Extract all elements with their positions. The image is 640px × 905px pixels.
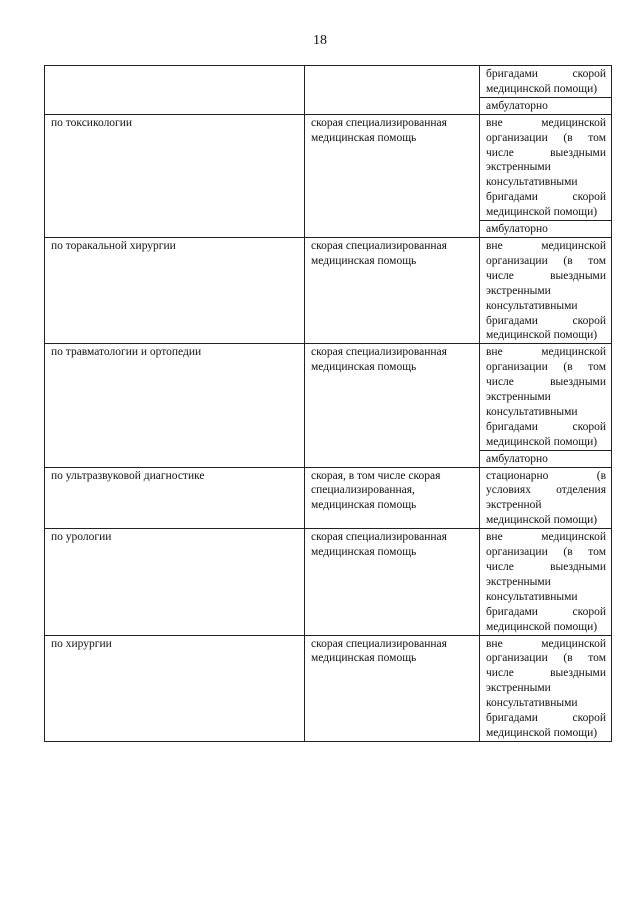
profile-cell: по травматологии и ортопедии [45, 344, 305, 467]
table-row [45, 344, 612, 450]
care-form-cell: скорая, в том числе скорая специализированная, медицинская помощь [305, 467, 480, 529]
care-form-cell: скорая специализированная медицинская помощь [305, 114, 480, 237]
table-row [45, 529, 612, 635]
profile-cell: по хирургии [45, 635, 305, 741]
care-form-cell [305, 66, 480, 115]
medical-care-table [44, 65, 612, 742]
table-row [45, 635, 612, 741]
page-number: 18 [313, 33, 327, 48]
condition-cell: вне медицинской организации (в том числе выездными экстренными консультативными бригадами скорой медицинской помощи) [480, 344, 612, 450]
table-row [45, 114, 612, 220]
profile-cell: по токсикологии [45, 114, 305, 237]
condition-cell: вне медицинской организации (в том числе выездными экстренными консультативными бригадами скорой медицинской помощи) [480, 114, 612, 220]
condition-cell: амбулаторно [480, 97, 612, 114]
table-row [45, 66, 612, 98]
profile-cell [45, 66, 305, 115]
condition-cell: вне медицинской организации (в том числе выездными экстренными консультативными бригадами скорой медицинской помощи) [480, 529, 612, 635]
care-form-cell: скорая специализированная медицинская помощь [305, 635, 480, 741]
condition-cell: вне медицинской организации (в том числе выездными экстренными консультативными бригадами скорой медицинской помощи) [480, 635, 612, 741]
care-form-cell: скорая специализированная медицинская помощь [305, 529, 480, 635]
condition-cell: стационарно (в условиях отделения экстренной медицинской помощи) [480, 467, 612, 529]
profile-cell: по торакальной хирургии [45, 237, 305, 343]
condition-cell: бригадами скорой медицинской помощи) [480, 66, 612, 98]
table-row [45, 467, 612, 529]
profile-cell: по урологии [45, 529, 305, 635]
condition-cell: вне медицинской организации (в том числе выездными экстренными консультативными бригадами скорой медицинской помощи) [480, 237, 612, 343]
condition-cell: амбулаторно [480, 450, 612, 467]
care-form-cell: скорая специализированная медицинская помощь [305, 237, 480, 343]
profile-cell: по ультразвуковой диагностике [45, 467, 305, 529]
condition-cell: амбулаторно [480, 221, 612, 238]
table-row [45, 237, 612, 343]
care-form-cell: скорая специализированная медицинская помощь [305, 344, 480, 467]
